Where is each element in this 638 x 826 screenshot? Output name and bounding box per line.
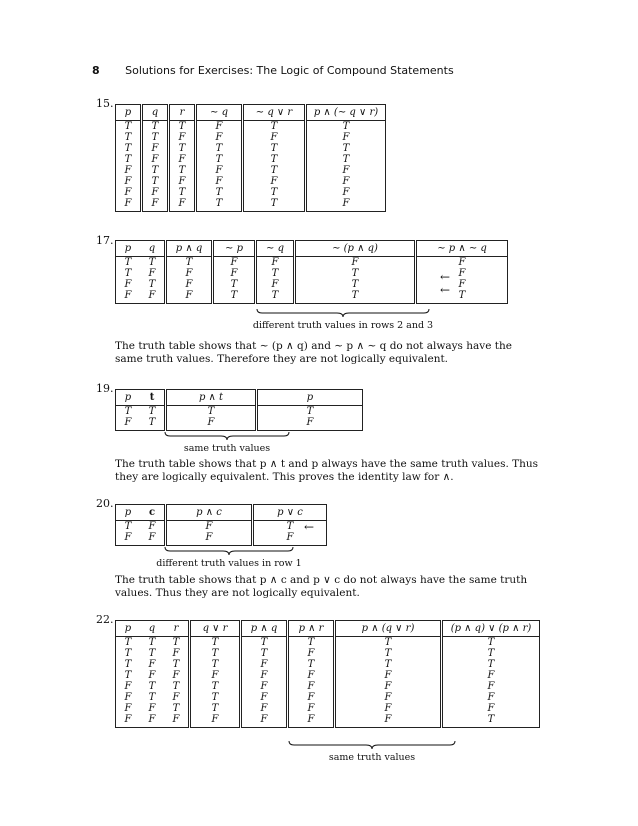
header-row: [116, 241, 508, 257]
column-header: r: [164, 621, 190, 637]
table-cell: T: [335, 648, 442, 659]
brace-note: same truth values: [183, 443, 271, 454]
table-cell: F: [243, 132, 306, 143]
table-cell: F: [164, 714, 190, 728]
table-cell: F: [164, 670, 190, 681]
table-cell: F: [124, 417, 132, 428]
table-cell: F: [288, 692, 335, 703]
page-title: Solutions for Exercises: The Logic of Compound Statements: [125, 64, 454, 77]
table-cell: F: [458, 279, 466, 290]
table-row: [116, 165, 386, 176]
column-header: p ∨ c: [253, 505, 327, 521]
table-cell: T: [190, 692, 241, 703]
explanation-paragraph: The truth table shows that p ∧ t and p always have the same truth values. Thus they are logically equivalent. This proves the identity law for ∧.: [115, 458, 539, 483]
table-cell: T: [241, 637, 288, 649]
exercise-number: 17.: [96, 234, 114, 247]
table-cell: T: [124, 521, 132, 532]
table-cell: F: [142, 143, 169, 154]
table-cell: F: [487, 670, 495, 681]
table-cell: F: [458, 268, 466, 279]
table-row: [116, 132, 386, 143]
table-cell: T: [164, 703, 190, 714]
table-cell: T: [124, 670, 132, 681]
table-cell: T: [190, 681, 241, 692]
column-header: q: [140, 621, 164, 637]
table-cell: F: [190, 714, 241, 728]
table-row: [116, 187, 386, 198]
table-cell: F: [288, 714, 335, 728]
table-cell: F: [148, 659, 156, 670]
table-cell: F: [288, 670, 335, 681]
table-cell: F: [288, 703, 335, 714]
column-header: p ∧ r: [288, 621, 335, 637]
table-row: [116, 703, 540, 714]
exercise-number: 19.: [96, 382, 114, 395]
table-cell: T: [124, 637, 132, 648]
column-header: q: [142, 105, 169, 121]
table-cell: T: [335, 659, 442, 670]
table-row: [116, 659, 540, 670]
table-cell: T: [458, 290, 466, 301]
table-cell: T: [196, 187, 243, 198]
table-cell: F: [335, 703, 442, 714]
column-header: p ∧ t: [166, 390, 257, 406]
column-header: p ∧ (q ∨ r): [335, 621, 442, 637]
table-cell: F: [166, 290, 213, 304]
table-cell: T: [295, 290, 416, 304]
table-cell: F: [142, 187, 169, 198]
table-cell: T: [342, 121, 350, 132]
table-cell: T: [142, 132, 169, 143]
table-cell: F: [124, 714, 132, 725]
table-cell: F: [487, 692, 495, 703]
table-cell: T: [124, 659, 132, 670]
header-row: [116, 390, 363, 406]
table-cell: F: [124, 692, 132, 703]
table-cell: F: [169, 154, 196, 165]
truth-table-20: [115, 504, 327, 546]
page-number: 8: [92, 64, 100, 77]
table-cell: T: [190, 648, 241, 659]
table-cell: F: [241, 659, 288, 670]
table-cell: F: [148, 703, 156, 714]
explanation-paragraph: The truth table shows that ∼ (p ∧ q) and ∼ p ∧ ∼ q do not always have the same truth values. Therefore they are not logically equivalent.: [115, 340, 512, 365]
table-cell: T: [213, 279, 256, 290]
curly-brace: [256, 308, 430, 318]
table-cell: F: [196, 176, 243, 187]
table-cell: F: [164, 648, 190, 659]
table-cell: F: [241, 692, 288, 703]
table-cell: T: [148, 692, 156, 703]
table-cell: F: [306, 417, 314, 428]
column-header: p ∧ (∼ q ∨ r): [306, 105, 386, 121]
table-cell: T: [164, 681, 190, 692]
table-cell: F: [124, 681, 132, 692]
table-row: [116, 198, 386, 212]
column-header: ∼ (p ∧ q): [295, 241, 416, 257]
table-row: [116, 692, 540, 703]
table-cell: T: [190, 637, 241, 649]
column-header: c: [140, 505, 166, 521]
exercise-number: 20.: [96, 497, 114, 510]
table-cell: F: [116, 176, 142, 187]
table-cell: T: [142, 176, 169, 187]
table-cell: F: [288, 681, 335, 692]
table-cell: T: [148, 637, 156, 648]
table-cell: T: [243, 121, 306, 133]
table-cell: T: [164, 659, 190, 670]
table-cell: F: [116, 187, 142, 198]
table-cell: T: [140, 279, 166, 290]
table-row: [116, 648, 540, 659]
table-cell: T: [190, 703, 241, 714]
table-cell: T: [295, 268, 416, 279]
table-cell: F: [335, 670, 442, 681]
table-row: [116, 670, 540, 681]
table-cell: F: [169, 176, 196, 187]
column-header: q ∨ r: [190, 621, 241, 637]
table-cell: T: [295, 279, 416, 290]
table-cell: F: [190, 670, 241, 681]
table-cell: T: [124, 406, 132, 417]
table-cell: F: [140, 268, 166, 279]
table-cell: T: [288, 659, 335, 670]
table-cell: T: [243, 198, 306, 212]
table-cell: F: [124, 279, 132, 290]
table-row: [116, 681, 540, 692]
column-header: (p ∧ q) ∨ (p ∧ r): [442, 621, 540, 637]
table-cell: F: [342, 198, 350, 209]
table-cell: T: [148, 648, 156, 659]
table-cell: T: [196, 198, 243, 212]
brace-note: same truth values: [328, 752, 416, 763]
table-cell: F: [116, 165, 142, 176]
table-cell: T: [256, 290, 295, 304]
table-cell: F: [335, 681, 442, 692]
column-header: ∼ p: [213, 241, 256, 257]
table-cell: F: [241, 714, 288, 728]
table-cell: F: [213, 268, 256, 279]
table-cell: T: [142, 165, 169, 176]
table-cell: T: [335, 637, 442, 649]
column-header: p: [257, 390, 363, 406]
table-cell: T: [124, 268, 132, 279]
column-header: p: [116, 505, 141, 521]
table-cell: F: [288, 648, 335, 659]
table-cell: T: [487, 714, 495, 725]
table-cell: F: [256, 279, 295, 290]
table-cell: T: [166, 406, 257, 418]
table-cell: F: [342, 132, 350, 143]
table-cell: T: [306, 406, 314, 417]
table-cell: F: [256, 257, 295, 269]
column-header: ∼ q: [256, 241, 295, 257]
table-cell: F: [166, 521, 253, 533]
table-cell: F: [196, 121, 243, 133]
table-cell: F: [140, 521, 166, 533]
table-cell: T: [166, 257, 213, 269]
table-cell: T: [140, 406, 166, 418]
table-row: [116, 417, 363, 431]
table-cell: F: [213, 257, 256, 269]
column-header: p: [116, 621, 141, 637]
header-row: [116, 505, 327, 521]
table-cell: T: [256, 268, 295, 279]
table-cell: T: [243, 154, 306, 165]
table-cell: T: [286, 521, 294, 532]
table-cell: F: [342, 176, 350, 187]
table-cell: T: [487, 659, 495, 670]
table-cell: F: [124, 290, 132, 301]
table-cell: T: [243, 165, 306, 176]
table-cell: F: [140, 290, 166, 304]
table-cell: F: [124, 532, 132, 543]
table-cell: F: [487, 703, 495, 714]
table-cell: T: [169, 165, 196, 176]
column-header: p ∧ q: [166, 241, 213, 257]
table-cell: F: [342, 187, 350, 198]
table-cell: T: [241, 648, 288, 659]
table-cell: F: [342, 165, 350, 176]
table-cell: F: [142, 154, 169, 165]
column-header: ∼ q ∨ r: [243, 105, 306, 121]
table-cell: F: [166, 417, 257, 431]
curly-brace: [164, 546, 294, 556]
table-cell: F: [166, 268, 213, 279]
truth-table-22: [115, 620, 540, 728]
table-cell: T: [243, 187, 306, 198]
column-header: q: [140, 241, 166, 257]
table-cell: F: [140, 532, 166, 546]
table-cell: T: [142, 121, 169, 133]
table-cell: F: [241, 670, 288, 681]
row-arrow-2: ←: [440, 270, 451, 284]
table-cell: T: [140, 417, 166, 431]
table-cell: T: [116, 132, 142, 143]
table-cell: F: [487, 681, 495, 692]
table-cell: F: [148, 670, 156, 681]
page-header: [92, 64, 454, 77]
table-row: [116, 257, 508, 269]
column-header: r: [169, 105, 196, 121]
table-cell: T: [169, 121, 196, 133]
table-row: [116, 521, 327, 533]
column-header: p: [116, 241, 141, 257]
truth-table-15: [115, 104, 386, 212]
brace-note: different truth values in rows 2 and 3: [252, 320, 434, 331]
table-cell: F: [166, 279, 213, 290]
exercise-number: 15.: [96, 97, 114, 110]
table-cell: T: [196, 143, 243, 154]
table-cell: F: [116, 198, 142, 212]
column-header: p ∧ c: [166, 505, 253, 521]
header-row: [116, 621, 540, 637]
curly-brace: [164, 431, 290, 441]
column-header: p ∧ q: [241, 621, 288, 637]
table-cell: T: [213, 290, 256, 304]
table-cell: F: [166, 532, 253, 546]
table-cell: T: [487, 637, 495, 648]
table-cell: T: [190, 659, 241, 670]
column-header: ∼ p ∧ ∼ q: [416, 241, 508, 257]
table-cell: T: [342, 143, 350, 154]
table-cell: F: [286, 532, 294, 543]
column-header: t: [140, 390, 166, 406]
table-row: [116, 406, 363, 418]
table-cell: F: [169, 132, 196, 143]
table-cell: T: [140, 257, 166, 269]
table-row: [116, 714, 540, 728]
table-cell: F: [142, 198, 169, 212]
column-header: p: [116, 105, 142, 121]
table-cell: F: [196, 165, 243, 176]
table-cell: T: [288, 637, 335, 649]
table-cell: F: [124, 703, 132, 714]
row-arrow-1: ←: [304, 520, 315, 534]
table-cell: F: [458, 257, 466, 268]
table-cell: T: [196, 154, 243, 165]
table-row: [116, 176, 386, 187]
table-cell: F: [148, 714, 156, 725]
table-cell: T: [124, 257, 132, 268]
table-cell: F: [241, 703, 288, 714]
table-cell: F: [196, 132, 243, 143]
table-row: [116, 637, 540, 649]
table-cell: F: [241, 681, 288, 692]
curly-brace: [288, 740, 456, 750]
table-cell: F: [295, 257, 416, 269]
table-cell: T: [169, 143, 196, 154]
table-cell: T: [116, 143, 142, 154]
table-cell: T: [116, 121, 142, 133]
table-cell: T: [169, 187, 196, 198]
table-row: [116, 143, 386, 154]
table-cell: T: [116, 154, 142, 165]
column-header: ∼ q: [196, 105, 243, 121]
table-cell: F: [335, 692, 442, 703]
exercise-number: 22.: [96, 613, 114, 626]
row-arrow-3: ←: [440, 283, 451, 297]
header-row: [116, 105, 386, 121]
table-cell: F: [164, 692, 190, 703]
table-cell: T: [342, 154, 350, 165]
table-cell: F: [243, 176, 306, 187]
table-cell: T: [164, 637, 190, 649]
table-cell: T: [124, 648, 132, 659]
table-row: [116, 154, 386, 165]
table-cell: T: [487, 648, 495, 659]
column-header: p: [116, 390, 141, 406]
table-cell: F: [169, 198, 196, 212]
table-row: [116, 532, 327, 546]
table-cell: F: [335, 714, 442, 728]
table-cell: T: [148, 681, 156, 692]
explanation-paragraph: The truth table shows that p ∧ c and p ∨ c do not always have the same truth values. Thus they are not logically equivalent.: [115, 574, 528, 599]
brace-note: different truth values in row 1: [156, 558, 302, 569]
table-cell: T: [243, 143, 306, 154]
truth-table-19: [115, 389, 363, 431]
table-row: [116, 121, 386, 133]
